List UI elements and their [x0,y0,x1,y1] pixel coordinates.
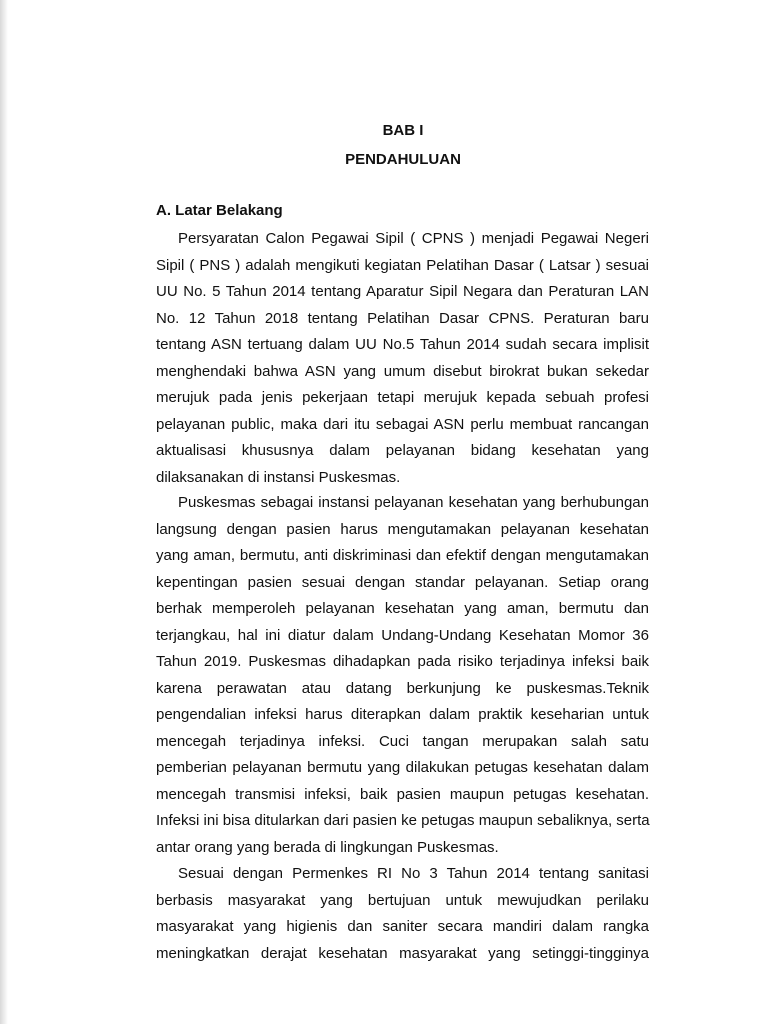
paragraph-line: langsung dengan pasien harus mengutamakan pelayanan kesehatan [156,520,649,538]
paragraph-line: terjangkau, hal ini diatur dalam Undang-Undang Kesehatan Momor 36 [156,626,649,644]
paragraph-line: antar orang yang berada di lingkungan Puskesmas. [156,838,499,856]
paragraph-line: merujuk pada jenis pekerjaan tetapi merujuk kepada sebuah profesi [156,389,649,406]
paragraph-2 [156,490,649,861]
paragraph-line: tentang ASN tertuang dalam UU No.5 Tahun 2014 sudah secara implisit [156,336,649,353]
paragraph-line: Infeksi ini bisa ditularkan dari pasien ke petugas maupun sebaliknya, serta [156,812,650,829]
paragraph-line: menghendaki bahwa ASN yang umum disebut birokrat bukan sekedar [156,362,649,380]
paragraph-line: dilaksanakan di instansi Puskesmas. [156,468,401,486]
paragraph-line: Puskesmas sebagai instansi pelayanan kesehatan yang berhubungan [178,494,649,511]
paragraph-line: Tahun 2019. Puskesmas dihadapkan pada risiko terjadinya infeksi baik [156,653,649,670]
chapter-number: BAB I [382,122,424,139]
paragraph-line: pengendalian infeksi harus diterapkan dalam praktik keseharian untuk [156,706,649,723]
paragraph-line: meningkatkan derajat kesehatan masyarakat yang setinggi-tingginya [156,944,649,962]
paragraph-line: mencegah transmisi infeksi, baik pasien maupun petugas kesehatan. [156,785,649,803]
paragraph-line: pelayanan public, maka dari itu sebagai ASN perlu membuat rancangan [156,415,649,433]
paragraph-line: UU No. 5 Tahun 2014 tentang Aparatur Sipil Negara dan Peraturan LAN [156,283,649,300]
paragraph-line: berhak memperoleh pelayanan kesehatan yang aman, bermutu dan [156,600,649,617]
paragraph-line: berbasis masyarakat yang bertujuan untuk mewujudkan perilaku [156,891,649,909]
paragraph-line: karena perawatan atau datang berkunjung ke puskesmas.Teknik [156,679,649,697]
paragraph-line: yang aman, bermutu, anti diskriminasi dan efektif dengan mengutamakan [156,547,649,564]
paragraph-line: No. 12 Tahun 2018 tentang Pelatihan Dasar CPNS. Peraturan baru [156,309,649,327]
paragraph-line: Sipil ( PNS ) adalah mengikuti kegiatan Pelatihan Dasar ( Latsar ) sesuai [156,256,649,274]
chapter-title: PENDAHULUAN [345,151,461,168]
paragraph-line: masyarakat yang higienis dan saniter secara mandiri dalam rangka [156,918,649,935]
paragraph-line: Sesuai dengan Permenkes RI No 3 Tahun 2014 tentang sanitasi [178,865,649,882]
section-title: A. Latar Belakang [156,202,283,219]
paragraph-1 [156,226,649,491]
paragraph-line: pemberian pelayanan bermutu yang dilakukan petugas kesehatan dalam [156,759,649,776]
paragraph-3 [156,861,649,967]
paragraph-line: kepentingan pasien sesuai dengan standar pelayanan. Setiap orang [156,573,649,591]
paragraph-line: aktualisasi khususnya dalam pelayanan bidang kesehatan yang [156,442,649,459]
paragraph-line: mencegah terjadinya infeksi. Cuci tangan merupakan salah satu [156,732,649,750]
paragraph-line: Persyaratan Calon Pegawai Sipil ( CPNS ) menjadi Pegawai Negeri [178,230,649,247]
